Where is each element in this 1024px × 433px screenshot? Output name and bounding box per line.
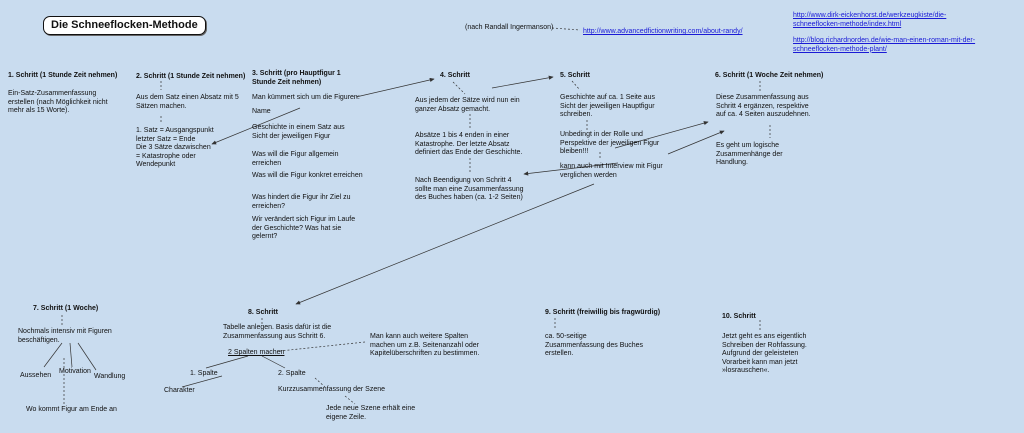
step6-text: Diese Zusammenfassung aus Schritt 4 ergänzen, respektive auf ca. 4 Seiten auszudehnen. (716, 94, 811, 119)
step8-title: 8. Schritt (248, 309, 278, 316)
step5-detail2: kann auch mit Interview mit Figur verglichen werden (560, 163, 663, 179)
link-eickenhorst[interactable]: http://www.dirk-eickenhorst.de/werkzeugkiste/die-schneeflocken-methode/index.html (793, 12, 947, 28)
step7-item-motivation: Motivation (59, 368, 91, 375)
step2-detail: 1. Satz = Ausgangspunkt letzter Satz = Ende Die 3 Sätze dazwischen = Katastrophe oder Wendepunkt (136, 127, 214, 169)
step9-title: 9. Schritt (freiwillig bis fragwürdig) (545, 309, 661, 316)
step9-text: ca. 50-seitige Zusammenfassung des Buches erstellen. (545, 333, 644, 358)
step6-title: 6. Schritt (1 Woche Zeit nehmen) (715, 72, 824, 79)
step7-item-appearance: Aussehen (20, 372, 52, 379)
step3-text: Man kümmert sich um die Figuren: (252, 94, 360, 101)
step3-item-obstacle: Was hindert die Figur ihr Ziel zu erreichen? (252, 194, 351, 210)
step2-text: Aus dem Satz einen Absatz mit 5 Sätzen machen. (136, 94, 239, 110)
step1-title: 1. Schritt (1 Stunde Zeit nehmen) (8, 72, 118, 79)
step8-extra: Man kann auch weitere Spalten machen um z.B. Seitenanzahl oder Kapitelüberschriften zu bestimmen. (370, 333, 480, 358)
step8-col1: 1. Spalte (190, 370, 218, 377)
step10-text: Jetzt geht es ans eigentlich Schreiben der Rohfassung. Aufgrund der geleisteten Vorarbeit kann man jetzt »losrauschen«. (722, 333, 807, 375)
step5-title: 5. Schritt (560, 72, 590, 79)
step8-col2-detail: Jede neue Szene erhält eine eigene Zeile. (326, 405, 416, 421)
page-title: Die Schneeflocken-Methode (43, 16, 206, 35)
step3-item-general-goal: Was will die Figur allgemein erreichen (252, 151, 339, 167)
step3-item-story: Geschichte in einem Satz aus Sicht der jeweiligen Figur (252, 124, 345, 140)
link-norden[interactable]: http://blog.richardnorden.de/wie-man-einen-roman-mit-der-schneeflocken-methode-plant/ (793, 37, 976, 53)
step3-item-concrete-goal: Was will die Figur konkret erreichen (252, 172, 363, 179)
step8-text: Tabelle anlegen. Basis dafür ist die Zusammenfassung aus Schritt 6. (223, 324, 332, 340)
step3-title: 3. Schritt (pro Hauptfigur 1 Stunde Zeit nehmen) (252, 70, 341, 86)
step7-detail: Wo kommt Figur am Ende an (26, 406, 117, 413)
step2-title: 2. Schritt (1 Stunde Zeit nehmen) (136, 73, 246, 80)
step7-title: 7. Schritt (1 Woche) (33, 305, 99, 312)
step8-col2-text: Kurzzusammenfassung der Szene (278, 386, 385, 393)
step8-columns: 2 Spalten machen (228, 349, 285, 356)
step4-text: Aus jedem der Sätze wird nun ein ganzer Absatz gemacht. (415, 97, 520, 113)
step1-text: Ein-Satz-Zusammenfassung erstellen (nach Möglichkeit nicht mehr als 15 Worte). (8, 90, 108, 115)
step7-text: Nochmals intensiv mit Figuren beschäftigen. (18, 328, 112, 344)
link-randy[interactable]: http://www.advancedfictionwriting.com/about-randy/ (583, 28, 743, 35)
step10-title: 10. Schritt (722, 313, 756, 320)
step4-title: 4. Schritt (440, 72, 470, 79)
step3-item-name: Name (252, 108, 271, 115)
step8-col1-text: Charakter (164, 387, 195, 394)
step4-detail2: Nach Beendigung von Schritt 4 sollte man eine Zusammenfassung des Buches haben (ca. 1-2 Seiten) (415, 177, 524, 202)
source-note: (nach Randall Ingermanson) (465, 24, 554, 31)
step3-item-change: Wir verändert sich Figur im Laufe der Geschichte? Was hat sie gelernt? (252, 216, 356, 241)
step7-item-change: Wandlung (94, 373, 126, 380)
step4-detail: Absätze 1 bis 4 enden in einer Katastrophe. Der letzte Absatz definiert das Ende der Geschichte. (415, 132, 523, 157)
step8-col2: 2. Spalte (278, 370, 306, 377)
step5-text: Geschichte auf ca. 1 Seite aus Sicht der jeweiligen Hauptfigur schreiben. (560, 94, 655, 119)
step5-detail: Unbedingt in der Rolle und Perspektive der jeweiligen Figur bleiben!!! (560, 131, 660, 156)
step6-detail: Es geht um logische Zusammenhänge der Handlung. (716, 142, 783, 167)
